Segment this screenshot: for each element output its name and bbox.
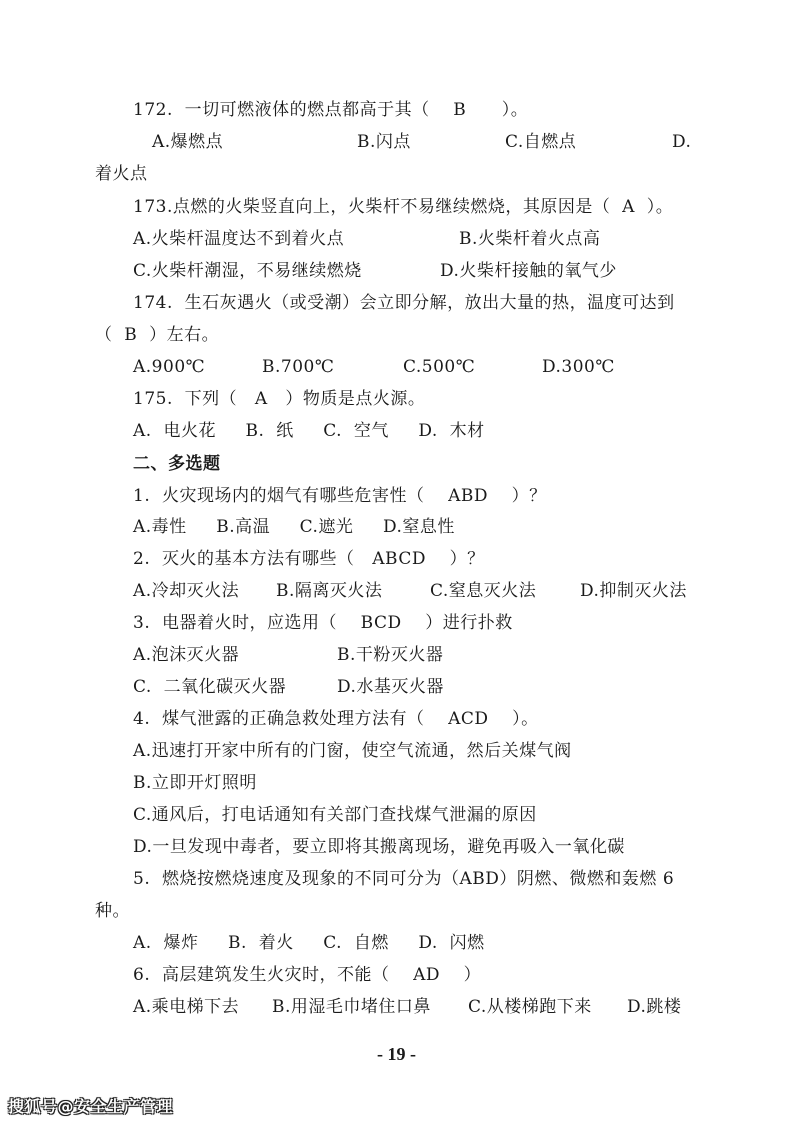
m4-option-c: C.通风后，打电话通知有关部门查找煤气泄漏的原因	[133, 805, 537, 825]
q173-option-a: A.火柴杆温度达不到着火点	[133, 229, 345, 249]
source-watermark: 搜狐号@安全生产管理	[8, 1097, 174, 1116]
q175-options: A. 电火花 B. 纸 C. 空气 D. 木材	[133, 421, 485, 441]
m5-stem: 5. 燃烧按燃烧速度及现象的不同可分为（ABD）阴燃、微燃和轰燃 6	[133, 869, 675, 889]
q172-option-a: A.爆燃点	[152, 132, 224, 152]
m6-option-b: B.用湿毛巾堵住口鼻	[272, 997, 431, 1017]
q175-stem: 175. 下列（ A ）物质是点火源。	[133, 389, 426, 409]
m6-option-d: D.跳楼	[627, 997, 682, 1017]
m6-stem: 6. 高层建筑发生火灾时，不能（ AD ）	[133, 965, 482, 985]
m2-option-d: D.抑制灭火法	[580, 581, 687, 601]
q173-option-d: D.火柴杆接触的氧气少	[440, 261, 617, 281]
q172-option-d: D.	[672, 132, 692, 152]
q172-stem: 172. 一切可燃液体的燃点都高于其（ B ）。	[133, 100, 529, 120]
m4-stem: 4. 煤气泄露的正确急救处理方法有（ ACD ）。	[133, 709, 539, 729]
q172-option-c: C.自燃点	[505, 132, 577, 152]
m4-option-b: B.立即开灯照明	[133, 773, 257, 793]
m2-option-b: B.隔离灭火法	[276, 581, 383, 601]
q174-option-b: B.700℃	[262, 357, 335, 377]
q174-stem: 174. 生石灰遇火（或受潮）会立即分解，放出大量的热，温度可达到	[133, 293, 675, 313]
m2-option-c: C.窒息灭火法	[430, 581, 537, 601]
m3-option-a: A.泡沫灭火器	[133, 645, 240, 665]
m2-option-a: A.冷却灭火法	[133, 581, 240, 601]
page-number: - 19 -	[377, 1044, 416, 1064]
q174-option-a: A.900℃	[133, 357, 206, 377]
section-heading: 二、多选题	[133, 454, 221, 474]
q172-option-d-cont: 着火点	[95, 164, 148, 184]
m4-option-a: A.迅速打开家中所有的门窗，使空气流通，然后关煤气阀	[133, 741, 572, 761]
m6-option-c: C.从楼梯跑下来	[468, 997, 592, 1017]
q173-option-b: B.火柴杆着火点高	[459, 229, 601, 249]
m4-option-d: D.一旦发现中毒者，要立即将其搬离现场，避免再吸入一氧化碳	[133, 837, 625, 857]
q174-stem-cont: （ B ）左右。	[95, 325, 220, 345]
q174-option-d: D.300℃	[542, 357, 615, 377]
m2-stem: 2. 灭火的基本方法有哪些（ ABCD ）？	[133, 549, 485, 569]
m1-stem: 1. 火灾现场内的烟气有哪些危害性（ ABD ）？	[133, 486, 547, 506]
m3-option-c: C. 二氧化碳灭火器	[133, 677, 287, 697]
q173-stem: 173.点燃的火柴竖直向上，火柴杆不易继续燃烧，其原因是（ A ）。	[133, 197, 674, 217]
m3-option-d: D.水基灭火器	[337, 677, 444, 697]
m3-stem: 3. 电器着火时，应选用（ BCD ）进行扑救	[133, 613, 513, 633]
m3-option-b: B.干粉灭火器	[337, 645, 444, 665]
m5-options: A. 爆炸 B. 着火 C. 自燃 D. 闪燃	[133, 933, 485, 953]
m5-stem-cont: 种。	[95, 901, 130, 921]
q174-option-c: C.500℃	[403, 357, 476, 377]
m1-options: A.毒性 B.高温 C.遮光 D.窒息性	[133, 517, 455, 537]
m6-option-a: A.乘电梯下去	[133, 997, 240, 1017]
q172-option-b: B.闪点	[357, 132, 411, 152]
q173-option-c: C.火柴杆潮湿，不易继续燃烧	[133, 261, 362, 281]
